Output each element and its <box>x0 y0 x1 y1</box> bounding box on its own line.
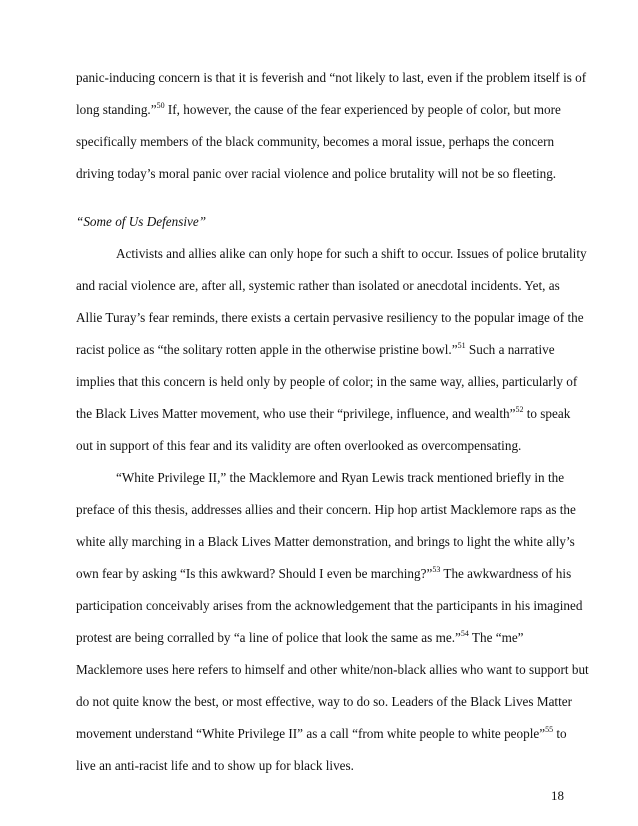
text-line: Allie Turay’s fear reminds, there exists a certain pervasive resiliency to the popular image of the <box>76 310 584 325</box>
text-line: do not quite know the best, or most effective, way to do so. Leaders of the Black Lives Matter <box>76 694 572 709</box>
footnote-ref: 55 <box>545 724 554 734</box>
text-line: “White Privilege II,” the Macklemore and Ryan Lewis track mentioned briefly in the <box>116 470 565 485</box>
footnote-ref: 54 <box>460 628 469 638</box>
text-line: driving today’s moral panic over racial violence and police brutality will not be so fleeting. <box>76 166 557 181</box>
text-line: participation conceivably arises from the acknowledgement that the participants in his imagined <box>76 598 583 613</box>
footnote-ref: 50 <box>156 100 165 110</box>
text-line: out in support of this fear and its validity are often overlooked as overcompensating. <box>76 438 522 453</box>
text-line: Activists and allies alike can only hope for such a shift to occur. Issues of police brutality <box>116 246 587 261</box>
footnote-ref: 51 <box>457 340 466 350</box>
text-line: movement understand “White Privilege II” as a call “from white people to white people”$^{55}$ to <box>76 724 567 741</box>
page-number: 18 <box>551 788 564 803</box>
text-line: specifically members of the black community, becomes a moral issue, perhaps the concern <box>76 134 555 149</box>
text-line: panic-inducing concern is that it is feverish and “not likely to last, even if the problem itself is of <box>76 70 587 85</box>
text-line: racist police as “the solitary rotten apple in the otherwise pristine bowl.”$^{51}$ Such a narrative <box>76 340 555 357</box>
text-line: and racial violence are, after all, systemic rather than isolated or anecdotal incidents. Yet, as <box>76 278 560 293</box>
text-line: implies that this concern is held only by people of color; in the same way, allies, particularly of <box>76 374 578 389</box>
text-line: white ally marching in a Black Lives Matter demonstration, and brings to light the white ally’s <box>76 534 575 549</box>
text-line: the Black Lives Matter movement, who use their “privilege, influence, and wealth”$^{52}$ to speak <box>76 404 571 421</box>
section-heading: “Some of Us Defensive” <box>76 214 207 229</box>
text-line: protest are being corralled by “a line of police that look the same as me.”$^{54}$ The “me” <box>76 628 524 645</box>
text-line: preface of this thesis, addresses allies and their concern. Hip hop artist Macklemore raps as the <box>76 502 576 517</box>
text-line: long standing.”$^{50}$ If, however, the cause of the fear experienced by people of color, but more <box>76 100 561 117</box>
footnote-ref: 52 <box>515 404 524 414</box>
text-line: Macklemore uses here refers to himself and other white/non-black allies who want to support but <box>76 662 589 677</box>
text-line: live an anti-racist life and to show up for black lives. <box>76 758 354 773</box>
footnote-ref: 53 <box>432 564 441 574</box>
text-line: own fear by asking “Is this awkward? Should I even be marching?”$^{53}$ The awkwardness of his <box>76 564 572 581</box>
